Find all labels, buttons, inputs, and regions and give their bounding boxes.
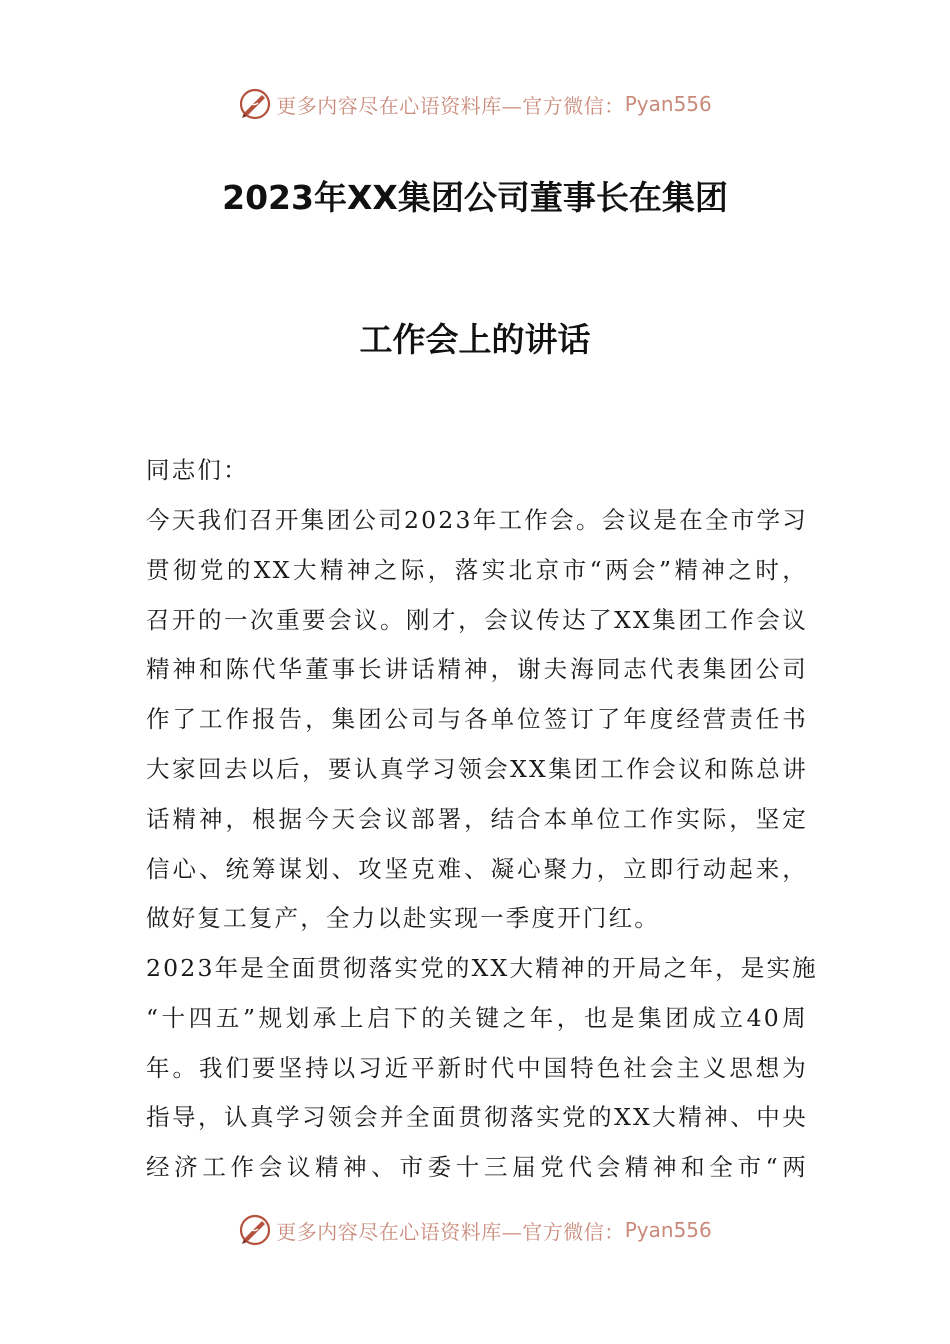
text-line: 大家回去以后，要认真学习领会XX集团工作会议和陈总讲 — [146, 754, 808, 783]
text-line: 信心、统筹谋划、攻坚克难、凝心聚力，立即行动起来， — [146, 854, 808, 883]
text-line: 作了工作报告，集团公司与各单位签订了年度经营责任书 — [146, 705, 808, 734]
watermark-text: 更多内容尽在心语资料库—官方微信： — [276, 93, 625, 118]
text-line: 贯彻党的XX大精神之际，落实北京市“两会”精神之时， — [146, 555, 808, 584]
watermark-banner-bottom — [0, 1210, 950, 1250]
watermark-banner-top — [0, 84, 950, 124]
text-line: 精神和陈代华董事长讲话精神，谢夫海同志代表集团公司 — [146, 655, 808, 684]
text-line: 话精神，根据今天会议部署，结合本单位工作实际，坚定 — [146, 804, 808, 833]
text-line: 今天我们召开集团公司2023年工作会。会议是在全市学习 — [146, 506, 808, 534]
pen-logo-icon — [238, 1213, 272, 1247]
text-line: 指导，认真学习领会并全面贯彻落实党的XX大精神、中央 — [146, 1103, 808, 1132]
watermark-contact: Pyan556 — [624, 1218, 712, 1242]
text-line: 做好复工复产，全力以赴实现一季度开门红。 — [146, 904, 660, 933]
paragraph-2 — [146, 944, 818, 1193]
watermark-text: 更多内容尽在心语资料库—官方微信： — [276, 1219, 625, 1244]
text-line: “十四五”规划承上启下的关键之年，也是集团成立40周 — [146, 1003, 808, 1032]
watermark-contact: Pyan556 — [624, 92, 712, 116]
text-line: 2023年是全面贯彻落实党的XX大精神的开局之年，是实施 — [146, 954, 818, 982]
text-line: 召开的一次重要会议。刚才，会议传达了XX集团工作会议 — [146, 605, 808, 634]
text-line: 年。我们要坚持以习近平新时代中国特色社会主义思想为 — [146, 1053, 808, 1082]
document-title-line-1: 2023年XX集团公司董事长在集团 — [222, 178, 728, 217]
paragraph-1 — [146, 496, 808, 944]
pen-logo-icon — [238, 87, 272, 121]
salutation: 同志们： — [146, 456, 249, 484]
text-line: 经济工作会议精神、市委十三届党代会精神和全市“两 — [146, 1153, 808, 1182]
document-title-line-2: 工作会上的讲话 — [359, 320, 591, 359]
